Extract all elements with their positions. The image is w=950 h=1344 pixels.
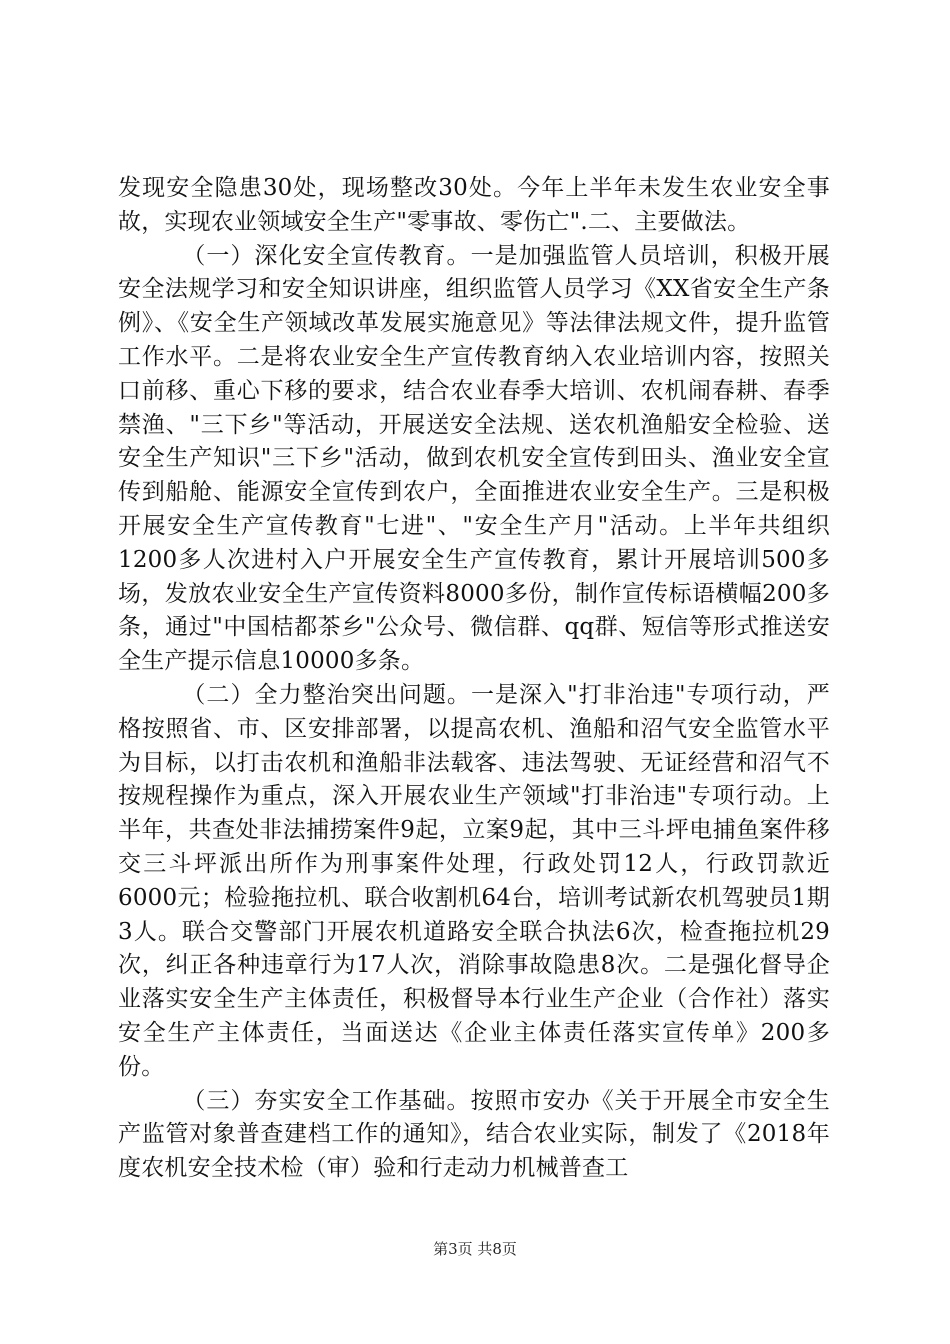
paragraph-safety-education: （一）深化安全宣传教育。一是加强监管人员培训，积极开展安全法规学习和安全知识讲座，组织监管人员学习《XX省安全生产条例》、《安全生产领域改革发展实施意见》等法律法规文件，提升监管工作水平。二是将农业安全生产宣传教育纳入农业培训内容，按照关口前移、重心下移的要求，结合农业春季大培训、农机闹春耕、春季禁渔、"三下乡"等活动，开展送安全法规、送农机渔船安全检验、送安全生产知识"三下乡"活动，做到农机安全宣传到田头、渔业安全宣传到船舱、能源安全宣传到农户，全面推进农业安全生产。三是积极开展安全生产宣传教育"七进"、"安全生产月"活动。上半年共组织1200多人次进村入户开展安全生产宣传教育，累计开展培训500多场，发放农业安全生产宣传资料8000多份，制作宣传标语横幅200多条，通过"中国桔都茶乡"公众号、微信群、qq群、短信等形式推送安全生产提示信息10000多条。 (118, 242, 830, 675)
page-number-footer: 第3页 共8页 (433, 1240, 517, 1258)
paragraph-work-foundation: （三）夯实安全工作基础。按照市安办《关于开展全市安全生产监管对象普查建档工作的通知》，结合农业实际，制发了《2018年度农机安全技术检（审）验和行走动力机械普查工 (118, 1087, 830, 1182)
document-body (118, 172, 830, 1186)
paragraph-problem-rectification: （二）全力整治突出问题。一是深入"打非治违"专项行动，严格按照省、市、区安排部署，以提高农机、渔船和沼气安全监管水平为目标，以打击农机和渔船非法载客、违法驾驶、无证经营和沼气不按规程操作为重点，深入开展农业生产领域"打非治违"专项行动。上半年，共查处非法捕捞案件9起，立案9起，其中三斗坪电捕鱼案件移交三斗坪派出所作为刑事案件处理，行政处罚12人，行政罚款近6000元；检验拖拉机、联合收割机64台，培训考试新农机驾驶员1期3人。联合交警部门开展农机道路安全联合执法6次，检查拖拉机29次，纠正各种违章行为17人次，消除事故隐患8次。二是强化督导企业落实安全生产主体责任，积极督导本行业生产企业（合作社）落实安全生产主体责任，当面送达《企业主体责任落实宣传单》200多份。 (118, 681, 830, 1080)
paragraph-continuation: 发现安全隐患30处，现场整改30处。今年上半年未发生农业安全事故，实现农业领域安全生产"零事故、零伤亡".二、主要做法。 (118, 175, 830, 235)
